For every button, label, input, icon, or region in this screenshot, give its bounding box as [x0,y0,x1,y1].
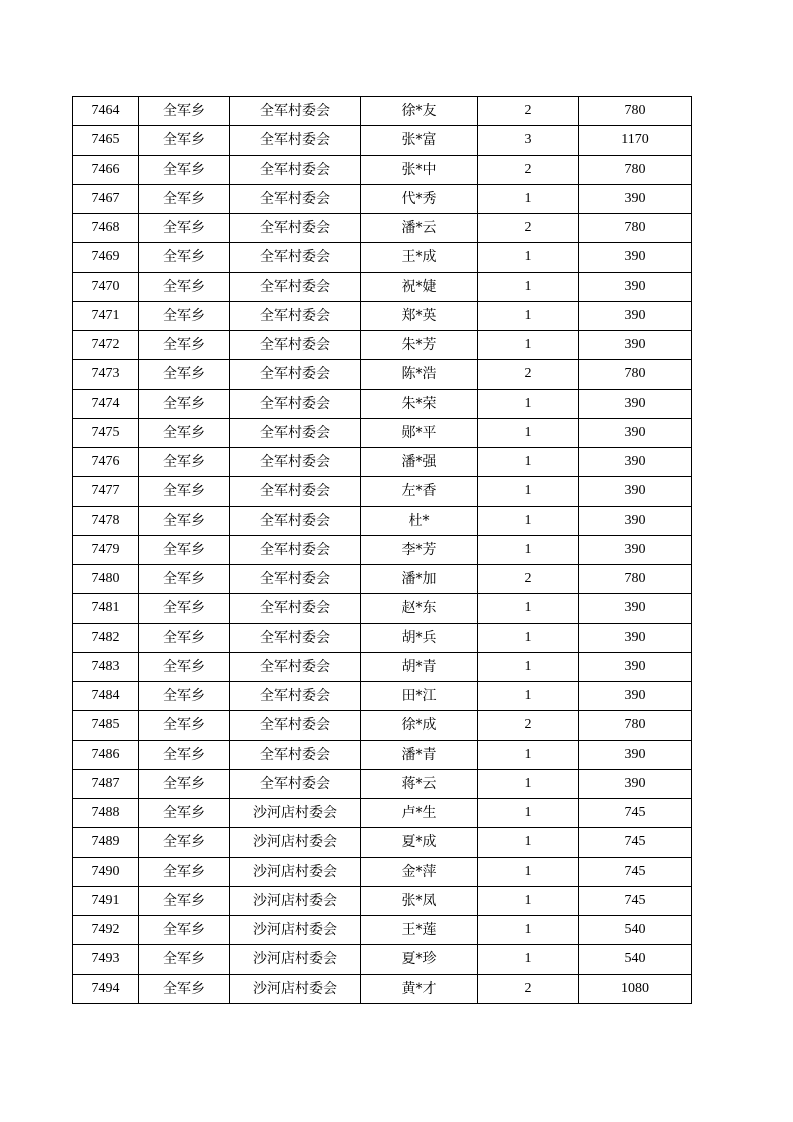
row-id-cell: 7481 [73,594,139,623]
table-row [73,448,692,477]
township-cell: 全军乡 [139,886,230,915]
amount-cell: 390 [579,740,692,769]
table-row [73,916,692,945]
row-id-cell: 7469 [73,243,139,272]
township-cell: 全军乡 [139,360,230,389]
village-cell: 全军村委会 [230,506,361,535]
amount-cell: 780 [579,214,692,243]
count-cell: 1 [478,945,579,974]
village-cell: 全军村委会 [230,360,361,389]
count-cell: 1 [478,799,579,828]
row-id-cell: 7480 [73,565,139,594]
village-cell: 全军村委会 [230,97,361,126]
person-name-cell: 夏*珍 [361,945,478,974]
person-name-cell: 杜* [361,506,478,535]
table-row [73,214,692,243]
amount-cell: 390 [579,506,692,535]
table-row [73,535,692,564]
table-row [73,769,692,798]
village-cell: 全军村委会 [230,301,361,330]
person-name-cell: 郧*平 [361,418,478,447]
count-cell: 1 [478,594,579,623]
row-id-cell: 7482 [73,623,139,652]
village-cell: 全军村委会 [230,389,361,418]
village-cell: 沙河店村委会 [230,828,361,857]
amount-cell: 390 [579,243,692,272]
row-id-cell: 7493 [73,945,139,974]
count-cell: 2 [478,711,579,740]
count-cell: 1 [478,828,579,857]
count-cell: 1 [478,857,579,886]
village-cell: 全军村委会 [230,331,361,360]
count-cell: 2 [478,97,579,126]
row-id-cell: 7485 [73,711,139,740]
person-name-cell: 祝*婕 [361,272,478,301]
count-cell: 2 [478,974,579,1003]
person-name-cell: 郑*英 [361,301,478,330]
row-id-cell: 7491 [73,886,139,915]
row-id-cell: 7474 [73,389,139,418]
village-cell: 全军村委会 [230,214,361,243]
township-cell: 全军乡 [139,506,230,535]
row-id-cell: 7473 [73,360,139,389]
row-id-cell: 7478 [73,506,139,535]
township-cell: 全军乡 [139,945,230,974]
table-row [73,155,692,184]
village-cell: 全军村委会 [230,448,361,477]
person-name-cell: 金*萍 [361,857,478,886]
township-cell: 全军乡 [139,799,230,828]
count-cell: 2 [478,565,579,594]
row-id-cell: 7486 [73,740,139,769]
table-row [73,565,692,594]
person-name-cell: 胡*青 [361,652,478,681]
row-id-cell: 7492 [73,916,139,945]
person-name-cell: 赵*东 [361,594,478,623]
count-cell: 1 [478,623,579,652]
row-id-cell: 7490 [73,857,139,886]
amount-cell: 390 [579,418,692,447]
amount-cell: 1170 [579,126,692,155]
village-cell: 全军村委会 [230,418,361,447]
row-id-cell: 7467 [73,184,139,213]
count-cell: 1 [478,272,579,301]
township-cell: 全军乡 [139,682,230,711]
table-row [73,594,692,623]
count-cell: 2 [478,360,579,389]
person-name-cell: 潘*云 [361,214,478,243]
person-name-cell: 潘*加 [361,565,478,594]
amount-cell: 780 [579,565,692,594]
count-cell: 1 [478,535,579,564]
table-row [73,740,692,769]
township-cell: 全军乡 [139,652,230,681]
table-row [73,857,692,886]
village-cell: 全军村委会 [230,155,361,184]
township-cell: 全军乡 [139,389,230,418]
township-cell: 全军乡 [139,126,230,155]
table-row [73,272,692,301]
amount-cell: 390 [579,652,692,681]
person-name-cell: 朱*荣 [361,389,478,418]
row-id-cell: 7471 [73,301,139,330]
person-name-cell: 蒋*云 [361,769,478,798]
township-cell: 全军乡 [139,828,230,857]
count-cell: 1 [478,477,579,506]
count-cell: 2 [478,214,579,243]
row-id-cell: 7464 [73,97,139,126]
person-name-cell: 胡*兵 [361,623,478,652]
row-id-cell: 7479 [73,535,139,564]
table-row [73,389,692,418]
amount-cell: 745 [579,828,692,857]
township-cell: 全军乡 [139,916,230,945]
amount-cell: 745 [579,799,692,828]
village-cell: 全军村委会 [230,243,361,272]
count-cell: 1 [478,916,579,945]
township-cell: 全军乡 [139,331,230,360]
count-cell: 1 [478,886,579,915]
amount-cell: 780 [579,711,692,740]
township-cell: 全军乡 [139,857,230,886]
village-cell: 沙河店村委会 [230,945,361,974]
row-id-cell: 7494 [73,974,139,1003]
village-cell: 全军村委会 [230,272,361,301]
amount-cell: 780 [579,97,692,126]
village-cell: 全军村委会 [230,769,361,798]
township-cell: 全军乡 [139,418,230,447]
township-cell: 全军乡 [139,565,230,594]
village-cell: 全军村委会 [230,594,361,623]
count-cell: 1 [478,740,579,769]
row-id-cell: 7483 [73,652,139,681]
amount-cell: 780 [579,155,692,184]
table-row [73,97,692,126]
table-row [73,331,692,360]
township-cell: 全军乡 [139,477,230,506]
person-name-cell: 张*凤 [361,886,478,915]
village-cell: 沙河店村委会 [230,886,361,915]
count-cell: 1 [478,769,579,798]
data-table [72,96,692,1004]
count-cell: 1 [478,506,579,535]
count-cell: 1 [478,418,579,447]
table-row [73,682,692,711]
person-name-cell: 潘*青 [361,740,478,769]
row-id-cell: 7465 [73,126,139,155]
row-id-cell: 7477 [73,477,139,506]
count-cell: 3 [478,126,579,155]
village-cell: 全军村委会 [230,535,361,564]
person-name-cell: 代*秀 [361,184,478,213]
village-cell: 沙河店村委会 [230,799,361,828]
person-name-cell: 夏*成 [361,828,478,857]
table-row [73,886,692,915]
person-name-cell: 田*江 [361,682,478,711]
amount-cell: 390 [579,272,692,301]
amount-cell: 1080 [579,974,692,1003]
person-name-cell: 徐*友 [361,97,478,126]
row-id-cell: 7489 [73,828,139,857]
village-cell: 全军村委会 [230,740,361,769]
township-cell: 全军乡 [139,184,230,213]
person-name-cell: 卢*生 [361,799,478,828]
township-cell: 全军乡 [139,535,230,564]
table-row [73,477,692,506]
person-name-cell: 王*成 [361,243,478,272]
village-cell: 全军村委会 [230,477,361,506]
township-cell: 全军乡 [139,214,230,243]
person-name-cell: 徐*成 [361,711,478,740]
table-row [73,828,692,857]
village-cell: 全军村委会 [230,623,361,652]
amount-cell: 540 [579,916,692,945]
count-cell: 1 [478,331,579,360]
amount-cell: 390 [579,477,692,506]
table-row [73,974,692,1003]
row-id-cell: 7476 [73,448,139,477]
row-id-cell: 7470 [73,272,139,301]
township-cell: 全军乡 [139,155,230,184]
village-cell: 沙河店村委会 [230,916,361,945]
table-row [73,243,692,272]
township-cell: 全军乡 [139,272,230,301]
row-id-cell: 7475 [73,418,139,447]
village-cell: 全军村委会 [230,126,361,155]
person-name-cell: 黄*才 [361,974,478,1003]
amount-cell: 390 [579,682,692,711]
row-id-cell: 7468 [73,214,139,243]
table-row [73,652,692,681]
township-cell: 全军乡 [139,243,230,272]
table-row [73,360,692,389]
count-cell: 1 [478,448,579,477]
amount-cell: 780 [579,360,692,389]
amount-cell: 540 [579,945,692,974]
amount-cell: 390 [579,301,692,330]
person-name-cell: 左*香 [361,477,478,506]
amount-cell: 745 [579,886,692,915]
person-name-cell: 李*芳 [361,535,478,564]
amount-cell: 390 [579,331,692,360]
row-id-cell: 7466 [73,155,139,184]
table-body [73,97,692,1004]
count-cell: 2 [478,155,579,184]
table-row [73,945,692,974]
amount-cell: 390 [579,535,692,564]
township-cell: 全军乡 [139,740,230,769]
table-row [73,418,692,447]
row-id-cell: 7472 [73,331,139,360]
village-cell: 全军村委会 [230,184,361,213]
village-cell: 全军村委会 [230,652,361,681]
row-id-cell: 7484 [73,682,139,711]
count-cell: 1 [478,301,579,330]
township-cell: 全军乡 [139,974,230,1003]
township-cell: 全军乡 [139,301,230,330]
person-name-cell: 张*富 [361,126,478,155]
count-cell: 1 [478,652,579,681]
amount-cell: 390 [579,769,692,798]
person-name-cell: 潘*强 [361,448,478,477]
table-row [73,711,692,740]
village-cell: 全军村委会 [230,682,361,711]
table-row [73,623,692,652]
person-name-cell: 王*莲 [361,916,478,945]
township-cell: 全军乡 [139,769,230,798]
township-cell: 全军乡 [139,448,230,477]
township-cell: 全军乡 [139,97,230,126]
amount-cell: 745 [579,857,692,886]
person-name-cell: 张*中 [361,155,478,184]
amount-cell: 390 [579,184,692,213]
township-cell: 全军乡 [139,594,230,623]
person-name-cell: 陈*浩 [361,360,478,389]
count-cell: 1 [478,243,579,272]
table-row [73,301,692,330]
row-id-cell: 7487 [73,769,139,798]
township-cell: 全军乡 [139,711,230,740]
table-row [73,506,692,535]
count-cell: 1 [478,389,579,418]
village-cell: 沙河店村委会 [230,974,361,1003]
table-row [73,184,692,213]
count-cell: 1 [478,184,579,213]
amount-cell: 390 [579,594,692,623]
table-row [73,126,692,155]
amount-cell: 390 [579,623,692,652]
row-id-cell: 7488 [73,799,139,828]
count-cell: 1 [478,682,579,711]
person-name-cell: 朱*芳 [361,331,478,360]
village-cell: 全军村委会 [230,711,361,740]
township-cell: 全军乡 [139,623,230,652]
table-row [73,799,692,828]
amount-cell: 390 [579,389,692,418]
village-cell: 沙河店村委会 [230,857,361,886]
village-cell: 全军村委会 [230,565,361,594]
amount-cell: 390 [579,448,692,477]
